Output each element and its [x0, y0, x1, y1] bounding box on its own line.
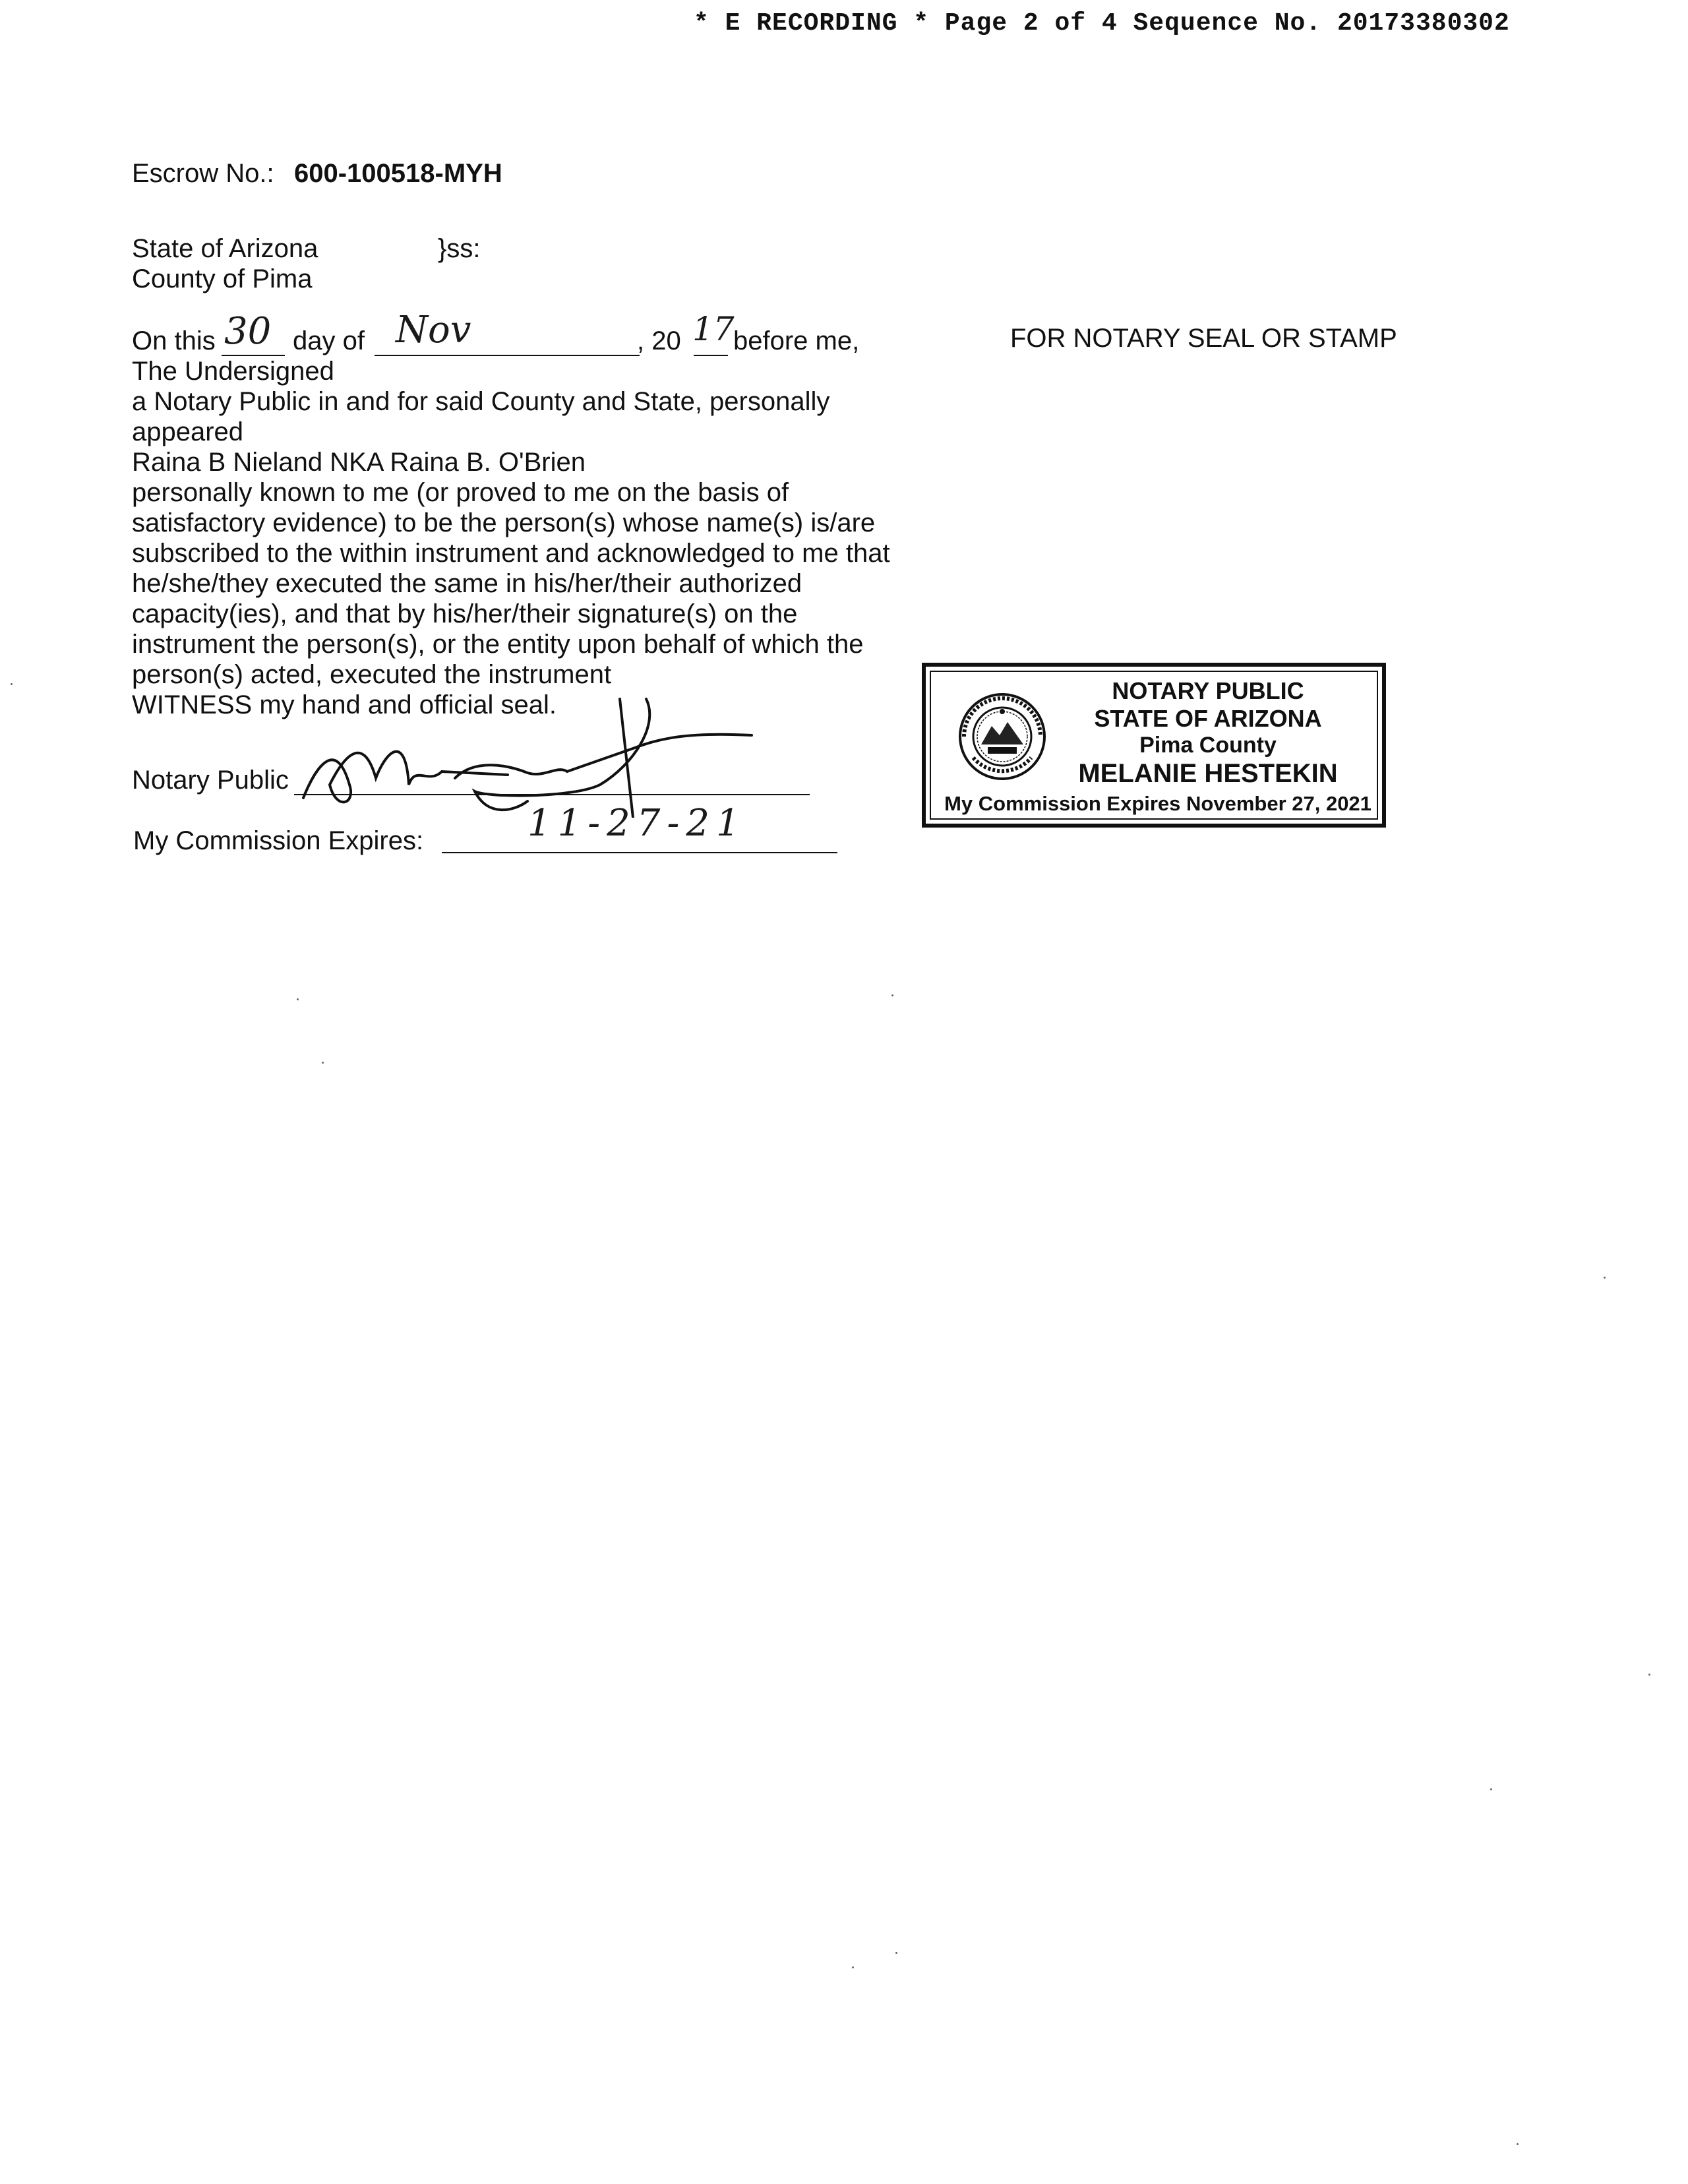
scan-speck: [895, 1952, 897, 1954]
notary-public-label: Notary Public: [132, 766, 289, 795]
ack-line: capacity(ies), and that by his/her/their signature(s) on the: [132, 599, 798, 628]
venue-state: State of Arizona: [132, 234, 318, 263]
day-of-text: day of: [293, 326, 365, 355]
escrow-number: 600-100518-MYH: [294, 159, 502, 188]
notary-signature: [290, 686, 765, 818]
ack-line: he/she/they executed the same in his/her/their authorized: [132, 569, 802, 598]
stamp-line-notary-name: MELANIE HESTEKIN: [1078, 759, 1338, 788]
seal-area-label: FOR NOTARY SEAL OR STAMP: [1010, 324, 1397, 353]
day-handwritten: 30: [224, 310, 272, 353]
year-handwritten: 17: [692, 310, 735, 348]
on-this-text: On this: [132, 326, 216, 355]
scan-speck: [297, 998, 299, 1000]
month-handwritten: Nov: [396, 309, 471, 351]
stamp-line-notary-public: NOTARY PUBLIC: [1112, 677, 1304, 704]
scan-speck: [1517, 2143, 1519, 2145]
scan-speck: [891, 994, 893, 996]
ack-line-signer: Raina B Nieland NKA Raina B. O'Brien: [132, 448, 586, 477]
scan-speck: [1604, 1277, 1606, 1279]
stamp-line-commission: My Commission Expires November 27, 2021: [944, 792, 1372, 815]
ack-line: appeared: [132, 417, 244, 446]
escrow-label: Escrow No.:: [132, 159, 274, 188]
ack-line: person(s) acted, executed the instrument: [132, 660, 612, 689]
scan-speck: [1648, 1674, 1650, 1676]
notary-stamp: [922, 663, 1386, 828]
ack-line: a Notary Public in and for said County and State, personally: [132, 387, 830, 416]
witness-line: WITNESS my hand and official seal.: [132, 690, 557, 719]
stamp-line-state: STATE OF ARIZONA: [1094, 705, 1322, 732]
ack-line: satisfactory evidence) to be the person(s) whose name(s) is/are: [132, 508, 876, 537]
commission-label: My Commission Expires:: [133, 826, 424, 855]
venue-ss: }ss:: [438, 234, 481, 263]
ack-line: personally known to me (or proved to me on the basis of: [132, 478, 789, 507]
scan-speck: [852, 1966, 854, 1968]
recording-header: * E RECORDING * Page 2 of 4 Sequence No. 20173380302: [694, 9, 1510, 38]
scan-speck: [1490, 1788, 1492, 1790]
ack-line: instrument the person(s), or the entity upon behalf of which the: [132, 630, 864, 659]
officer-name: The Undersigned: [132, 357, 334, 386]
before-me-text: before me,: [733, 326, 860, 355]
ack-line: subscribed to the within instrument and acknowledged to me that: [132, 539, 890, 568]
arizona-seal-icon: [957, 692, 1047, 781]
venue-county: County of Pima: [132, 264, 313, 293]
scan-speck: [11, 683, 13, 685]
commission-handwritten: 11-27-21: [528, 802, 746, 845]
stamp-line-county: Pima County: [1139, 733, 1277, 758]
scan-speck: [322, 1062, 324, 1064]
year-prefix: , 20: [637, 326, 681, 355]
